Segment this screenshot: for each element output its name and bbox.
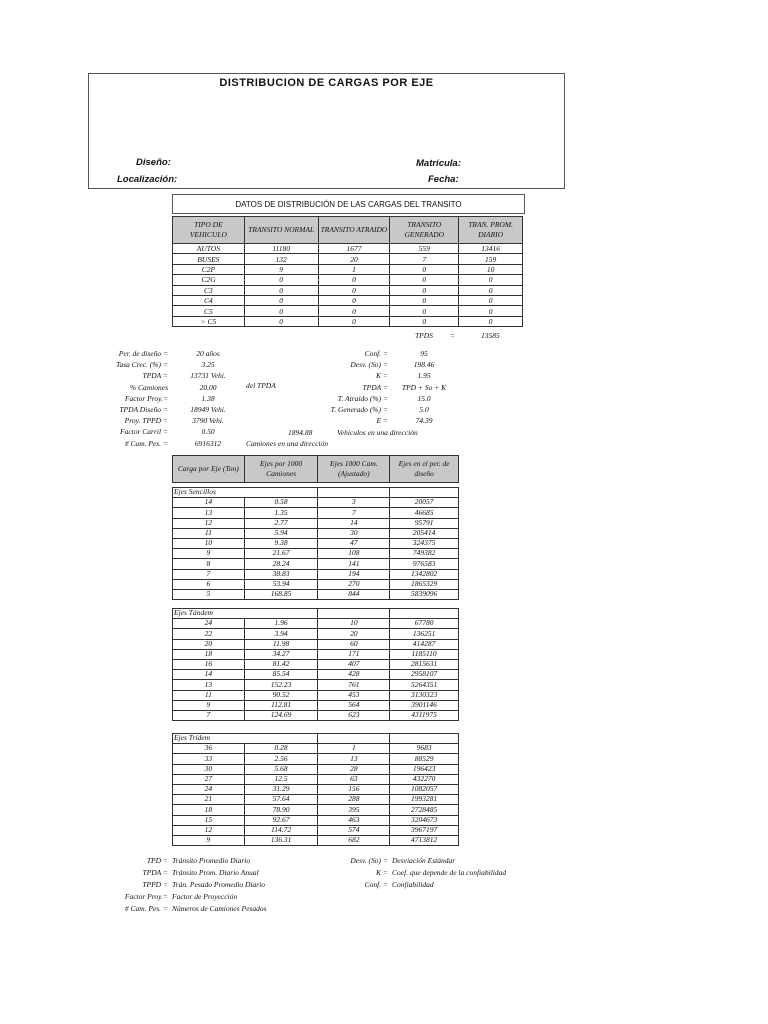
axle-cell: 10 (318, 619, 390, 629)
axle-cell: 90.52 (244, 690, 318, 700)
vehicle-table (172, 216, 523, 327)
axle-cell: 14 (173, 670, 245, 680)
axle-cell: 270 (318, 579, 390, 589)
vehicle-cell: BUSES (173, 254, 245, 264)
legend-text: Tránsito Promedio Diario (172, 856, 251, 865)
legend-abbr: Factor Proy.= (124, 892, 168, 901)
vehicle-row (173, 275, 523, 285)
axle-header-row (173, 456, 459, 483)
axle-cell: 33 (173, 754, 245, 764)
axle-row (173, 774, 459, 784)
param-value: 74.39 (415, 416, 433, 426)
axle-section-name: Ejes Tándem (173, 609, 318, 619)
axle-cell: 428 (318, 670, 390, 680)
axle-cell: 6 (173, 579, 245, 589)
axle-cell: 453 (318, 690, 390, 700)
axle-cell: 194 (318, 569, 390, 579)
param-value: TPD + So + K (401, 382, 447, 392)
param-label: Factor Carril = (120, 427, 168, 437)
axle-cell: 136.31 (244, 835, 318, 845)
legend-text: Trán. Pesado Promedio Diario (172, 880, 266, 889)
vehicle-cell: 13416 (459, 244, 523, 254)
axle-table-header (172, 455, 459, 483)
vehicle-cell: 132 (244, 254, 318, 264)
vehicle-cell: 559 (390, 244, 459, 254)
axle-cell: 20057 (390, 498, 459, 508)
axle-cell: 395 (318, 805, 390, 815)
vehicle-cell: 0 (390, 316, 459, 326)
vehicle-cell: 0 (244, 295, 318, 305)
axle-cell: 9683 (390, 744, 459, 754)
param-value: 18949 Vehi. (190, 405, 226, 414)
param-label: TPDA = (142, 371, 168, 381)
param-label: % Camiones (129, 382, 168, 392)
vehicle-table-body (173, 244, 523, 327)
axle-cell: 0.58 (244, 498, 318, 508)
axle-section-row (173, 488, 459, 498)
axle-cell: 1865329 (390, 579, 459, 589)
vehicle-cell: 0 (318, 285, 390, 295)
param-value: 5.0 (419, 405, 429, 414)
param-value: 13731 Vehi. (190, 371, 226, 381)
axle-cell: 9 (173, 549, 245, 559)
design-label: Diseño: (136, 157, 171, 168)
axle-cell: 7 (173, 569, 245, 579)
axle-cell: 196423 (390, 764, 459, 774)
axle-cell: 21.67 (244, 549, 318, 559)
vehicle-cell: 20 (318, 254, 390, 264)
axle-cell: 8 (173, 559, 245, 569)
legend-abbr: Desv. (So) = (350, 856, 388, 865)
axle-cell: 463 (318, 815, 390, 825)
axle-cell: 11.98 (244, 639, 318, 649)
axle-cell: 36 (173, 744, 245, 754)
axle-cell: 63 (318, 774, 390, 784)
axle-cell: 30 (318, 528, 390, 538)
axle-row (173, 629, 459, 639)
axle-row (173, 549, 459, 559)
axle-section-name: Ejes Trídem (173, 734, 318, 744)
tpds-value: 13585 (481, 331, 500, 340)
axle-cell: 2.77 (244, 518, 318, 528)
param-label: K = (376, 371, 388, 381)
axle-row (173, 754, 459, 764)
axle-row (173, 538, 459, 548)
axle-cell: 324375 (390, 538, 459, 548)
vehicles-direction-value: 1894.88 (288, 428, 313, 437)
axle-row (173, 764, 459, 774)
axle-row (173, 805, 459, 815)
vehicle-cell: 10 (459, 264, 523, 274)
vehicle-cell: 0 (244, 285, 318, 295)
vehicle-row (173, 254, 523, 264)
date-label: Fecha: (428, 174, 459, 185)
axle-cell: 67780 (390, 619, 459, 629)
param-label: Proy. TPPD = (124, 416, 168, 426)
axle-cell: 24 (173, 784, 245, 794)
axle-cell: 1.96 (244, 619, 318, 629)
axle-cell: 4311975 (390, 710, 459, 720)
legend-abbr: # Cam. Pes. = (124, 904, 168, 913)
vehicle-cell: C5 (173, 306, 245, 316)
vehicle-cell: 1 (318, 264, 390, 274)
axle-row (173, 639, 459, 649)
axle-cell: 13 (173, 508, 245, 518)
axle-cell: 92.67 (244, 815, 318, 825)
vehicle-col-header: TRAN. PROM. DIARIO (459, 217, 523, 244)
axle-col-header: Ejes en el per. de diseño (390, 456, 459, 483)
axle-cell: 88529 (390, 754, 459, 764)
axle-row (173, 518, 459, 528)
axle-cell: 623 (318, 710, 390, 720)
axle-row (173, 710, 459, 720)
axle-cell: 682 (318, 835, 390, 845)
vehicle-cell: 0 (318, 316, 390, 326)
vehicle-cell: > C5 (173, 316, 245, 326)
axle-cell: 38.83 (244, 569, 318, 579)
vehicle-cell: C2P (173, 264, 245, 274)
param-label: E = (376, 416, 388, 426)
axle-cell: 564 (318, 700, 390, 710)
axle-cell: 112.81 (244, 700, 318, 710)
param-label: Per. de diseño = (118, 349, 168, 358)
axle-cell: 3 (318, 498, 390, 508)
axle-cell: 288 (318, 795, 390, 805)
axle-cell: 12.5 (244, 774, 318, 784)
axle-cell: 47 (318, 538, 390, 548)
axle-row (173, 670, 459, 680)
axle-cell: 31.29 (244, 784, 318, 794)
axle-row (173, 508, 459, 518)
axle-cell: 11 (173, 528, 245, 538)
axle-cell: 414287 (390, 639, 459, 649)
axle-cell: 53.94 (244, 579, 318, 589)
axle-row (173, 589, 459, 599)
axle-cell: 1.35 (244, 508, 318, 518)
axle-cell: 108 (318, 549, 390, 559)
axle-cell: 11 (173, 690, 245, 700)
vehicle-cell: 0 (390, 264, 459, 274)
axle-cell: 3967197 (390, 825, 459, 835)
param-label: T. Atraído (%) = (337, 393, 388, 403)
axle-row (173, 815, 459, 825)
axle-row (173, 498, 459, 508)
vehicles-direction-text: Vehículos en una dirección (337, 428, 418, 437)
vehicle-row (173, 306, 523, 316)
axle-cell: 5.68 (244, 764, 318, 774)
tpds-equals: = (450, 331, 456, 340)
axle-cell: 12 (173, 518, 245, 528)
legend-abbr: TPPD = (142, 880, 168, 889)
axle-cell: 85.54 (244, 670, 318, 680)
axle-section-name: Ejes Sencillos (173, 488, 318, 498)
legend-abbr: TPD = (146, 856, 168, 865)
vehicle-cell: 0 (244, 275, 318, 285)
axle-row (173, 649, 459, 659)
axle-row (173, 579, 459, 589)
axle-cell: 168.85 (244, 589, 318, 599)
param-label: Conf. = (364, 349, 388, 358)
vehicle-row (173, 316, 523, 326)
axle-section-table (172, 487, 459, 600)
axle-cell: 114.72 (244, 825, 318, 835)
vehicle-col-header: TRANSITO GENERADO (390, 217, 459, 244)
param-value: 20.00 (199, 382, 217, 392)
legend-text: Tránsito Prom. Diario Anual (172, 868, 259, 877)
vehicle-row (173, 244, 523, 254)
axle-cell: 432270 (390, 774, 459, 784)
axle-cell: 3.94 (244, 629, 318, 639)
section-title: DATOS DE DISTRIBUCIÓN DE LAS CARGAS DEL TRANSITO (172, 194, 525, 214)
document-title: DISTRIBUCION DE CARGAS POR EJE (219, 77, 434, 89)
axle-cell: 5264351 (390, 680, 459, 690)
axle-cell: 28 (318, 764, 390, 774)
vehicle-col-header: TIPO DE VEHICULO (173, 217, 245, 244)
vehicle-row (173, 264, 523, 274)
axle-cell: 976583 (390, 559, 459, 569)
axle-cell: 28.24 (244, 559, 318, 569)
legend-abbr: TPDA = (142, 868, 168, 877)
vehicle-cell: 0 (318, 275, 390, 285)
legend-text: Factor de Proyección (172, 892, 238, 901)
param-label: Tasa Crec. (%) = (115, 360, 168, 370)
axle-row (173, 835, 459, 845)
axle-cell: 9 (173, 835, 245, 845)
param-value: 3790 Vehi. (192, 416, 224, 426)
axle-cell: 12 (173, 825, 245, 835)
axle-cell: 5 (173, 589, 245, 599)
axle-cell: 156 (318, 784, 390, 794)
plate-label: Matrícula: (416, 158, 461, 169)
axle-cell: 13 (318, 754, 390, 764)
vehicle-row (173, 295, 523, 305)
axle-cell: 27 (173, 774, 245, 784)
axle-cell: 14 (318, 518, 390, 528)
axle-row (173, 825, 459, 835)
axle-row (173, 528, 459, 538)
axle-cell: 78.90 (244, 805, 318, 815)
vehicle-cell: 0 (244, 306, 318, 316)
param-value: 15.0 (417, 393, 431, 403)
axle-cell: 3204673 (390, 815, 459, 825)
axle-row (173, 659, 459, 669)
vehicle-cell: C2G (173, 275, 245, 285)
vehicle-cell: 0 (390, 285, 459, 295)
axle-cell: 1993281 (390, 795, 459, 805)
axle-cell: 574 (318, 825, 390, 835)
axle-section-row (173, 734, 459, 744)
axle-cell: 1082057 (390, 784, 459, 794)
param-value: 0.50 (201, 427, 215, 437)
axle-cell: 7 (318, 508, 390, 518)
axle-section-table (172, 733, 459, 846)
axle-cell (318, 609, 390, 619)
vehicle-cell: 0 (459, 316, 523, 326)
axle-row (173, 619, 459, 629)
axle-cell: 1342802 (390, 569, 459, 579)
axle-cell: 124.69 (244, 710, 318, 720)
vehicle-cell: 0 (459, 306, 523, 316)
axle-row (173, 680, 459, 690)
param-value: 3.25 (201, 360, 215, 370)
axle-cell: 7 (173, 710, 245, 720)
axle-row (173, 795, 459, 805)
vehicle-cell: 0 (459, 275, 523, 285)
vehicle-cell: 0 (459, 295, 523, 305)
axle-cell (390, 609, 459, 619)
axle-cell: 13 (173, 680, 245, 690)
param-label: # Cam. Pes. = (124, 438, 168, 448)
axle-col-header: Ejes por 1000 Camiones (244, 456, 318, 483)
axle-col-header: Carga por Eje (Ton) (173, 456, 245, 483)
axle-cell: 81.42 (244, 659, 318, 669)
param-label: Factor Proy.= (124, 393, 168, 403)
vehicle-cell: 0 (318, 295, 390, 305)
axle-cell: 2.56 (244, 754, 318, 764)
param-label: TPDA = (362, 382, 388, 392)
axle-cell: 844 (318, 589, 390, 599)
vehicle-cell: C4 (173, 295, 245, 305)
vehicle-col-header: TRANSITO NORMAL (244, 217, 318, 244)
vehicle-cell: 7 (390, 254, 459, 264)
axle-cell: 4713812 (390, 835, 459, 845)
axle-cell: 152.23 (244, 680, 318, 690)
legend-text: Números de Camiones Pesados (172, 904, 267, 913)
vehicle-cell: 0 (318, 306, 390, 316)
vehicle-row (173, 285, 523, 295)
axle-cell: 18 (173, 649, 245, 659)
axle-cell: 136251 (390, 629, 459, 639)
param-value: 95 (420, 349, 428, 358)
axle-cell: 1185110 (390, 649, 459, 659)
vehicle-cell: 0 (390, 306, 459, 316)
del-tpda-note: del TPDA (246, 381, 276, 390)
vehicle-cell: 0 (390, 295, 459, 305)
axle-row (173, 784, 459, 794)
legend-abbr: K = (376, 868, 388, 877)
axle-col-header: Ejes 1000 Cam. (Ajustado) (318, 456, 390, 483)
param-value: 198.46 (413, 360, 435, 370)
axle-cell: 1 (318, 744, 390, 754)
axle-cell: 3130323 (390, 690, 459, 700)
axle-row (173, 744, 459, 754)
axle-cell: 0.28 (244, 744, 318, 754)
axle-cell: 2815631 (390, 659, 459, 669)
param-value: 6916312 (194, 438, 222, 448)
axle-row (173, 559, 459, 569)
axle-row (173, 569, 459, 579)
vehicle-cell: 159 (459, 254, 523, 264)
axle-cell: 141 (318, 559, 390, 569)
vehicle-cell: 0 (244, 316, 318, 326)
axle-cell: 10 (173, 538, 245, 548)
axle-section-table (172, 608, 459, 721)
axle-section-row (173, 609, 459, 619)
axle-cell: 2728485 (390, 805, 459, 815)
param-label: TPDA Diseño = (119, 405, 168, 414)
axle-row (173, 690, 459, 700)
axle-cell: 3901146 (390, 700, 459, 710)
header-box (88, 73, 565, 189)
axle-cell: 15 (173, 815, 245, 825)
param-value: 1.38 (201, 393, 215, 403)
tpds-label: TPDS (415, 331, 433, 340)
legend-abbr: Conf. = (364, 880, 388, 889)
vehicle-cell: 9 (244, 264, 318, 274)
axle-cell: 5.94 (244, 528, 318, 538)
axle-cell: 57.64 (244, 795, 318, 805)
axle-cell: 18 (173, 805, 245, 815)
vehicle-cell: 0 (390, 275, 459, 285)
legend-text: Confiabilidad (392, 880, 434, 889)
legend-text: Coef. que depende de la confiabilidad (392, 868, 507, 877)
axle-cell: 205414 (390, 528, 459, 538)
legend-text: Desviación Estándar (392, 856, 456, 865)
axle-cell: 22 (173, 629, 245, 639)
axle-cell: 16 (173, 659, 245, 669)
param-label: T. Generado (%) = (330, 405, 388, 414)
axle-cell: 5839096 (390, 589, 459, 599)
axle-cell: 95791 (390, 518, 459, 528)
vehicle-cell: 1677 (318, 244, 390, 254)
axle-cell (318, 488, 390, 498)
vehicle-col-header: TRANSITO ATRAIDO (318, 217, 390, 244)
axle-cell: 749382 (390, 549, 459, 559)
param-label: Desv. (So) = (350, 360, 388, 370)
vehicle-cell: AUTOS (173, 244, 245, 254)
axle-cell: 761 (318, 680, 390, 690)
axle-cell (390, 734, 459, 744)
axle-cell: 407 (318, 659, 390, 669)
param-value: 20 años (196, 349, 220, 358)
param-value: 1.95 (417, 371, 431, 381)
vehicle-cell: C3 (173, 285, 245, 295)
axle-cell: 34.27 (244, 649, 318, 659)
axle-cell (390, 488, 459, 498)
location-label: Localización: (117, 174, 178, 185)
axle-cell: 14 (173, 498, 245, 508)
axle-cell: 46685 (390, 508, 459, 518)
vehicle-cell: 0 (459, 285, 523, 295)
axle-row (173, 700, 459, 710)
trucks-direction-text: Camiones en una dirección (246, 439, 328, 448)
axle-cell: 20 (173, 639, 245, 649)
axle-cell (318, 734, 390, 744)
axle-cell: 30 (173, 764, 245, 774)
axle-cell: 20 (318, 629, 390, 639)
axle-cell: 60 (318, 639, 390, 649)
vehicle-table-header (173, 217, 523, 244)
axle-cell: 2958107 (390, 670, 459, 680)
axle-cell: 9.38 (244, 538, 318, 548)
axle-cell: 9 (173, 700, 245, 710)
axle-cell: 21 (173, 795, 245, 805)
axle-cell: 24 (173, 619, 245, 629)
vehicle-cell: 11180 (244, 244, 318, 254)
axle-cell: 171 (318, 649, 390, 659)
